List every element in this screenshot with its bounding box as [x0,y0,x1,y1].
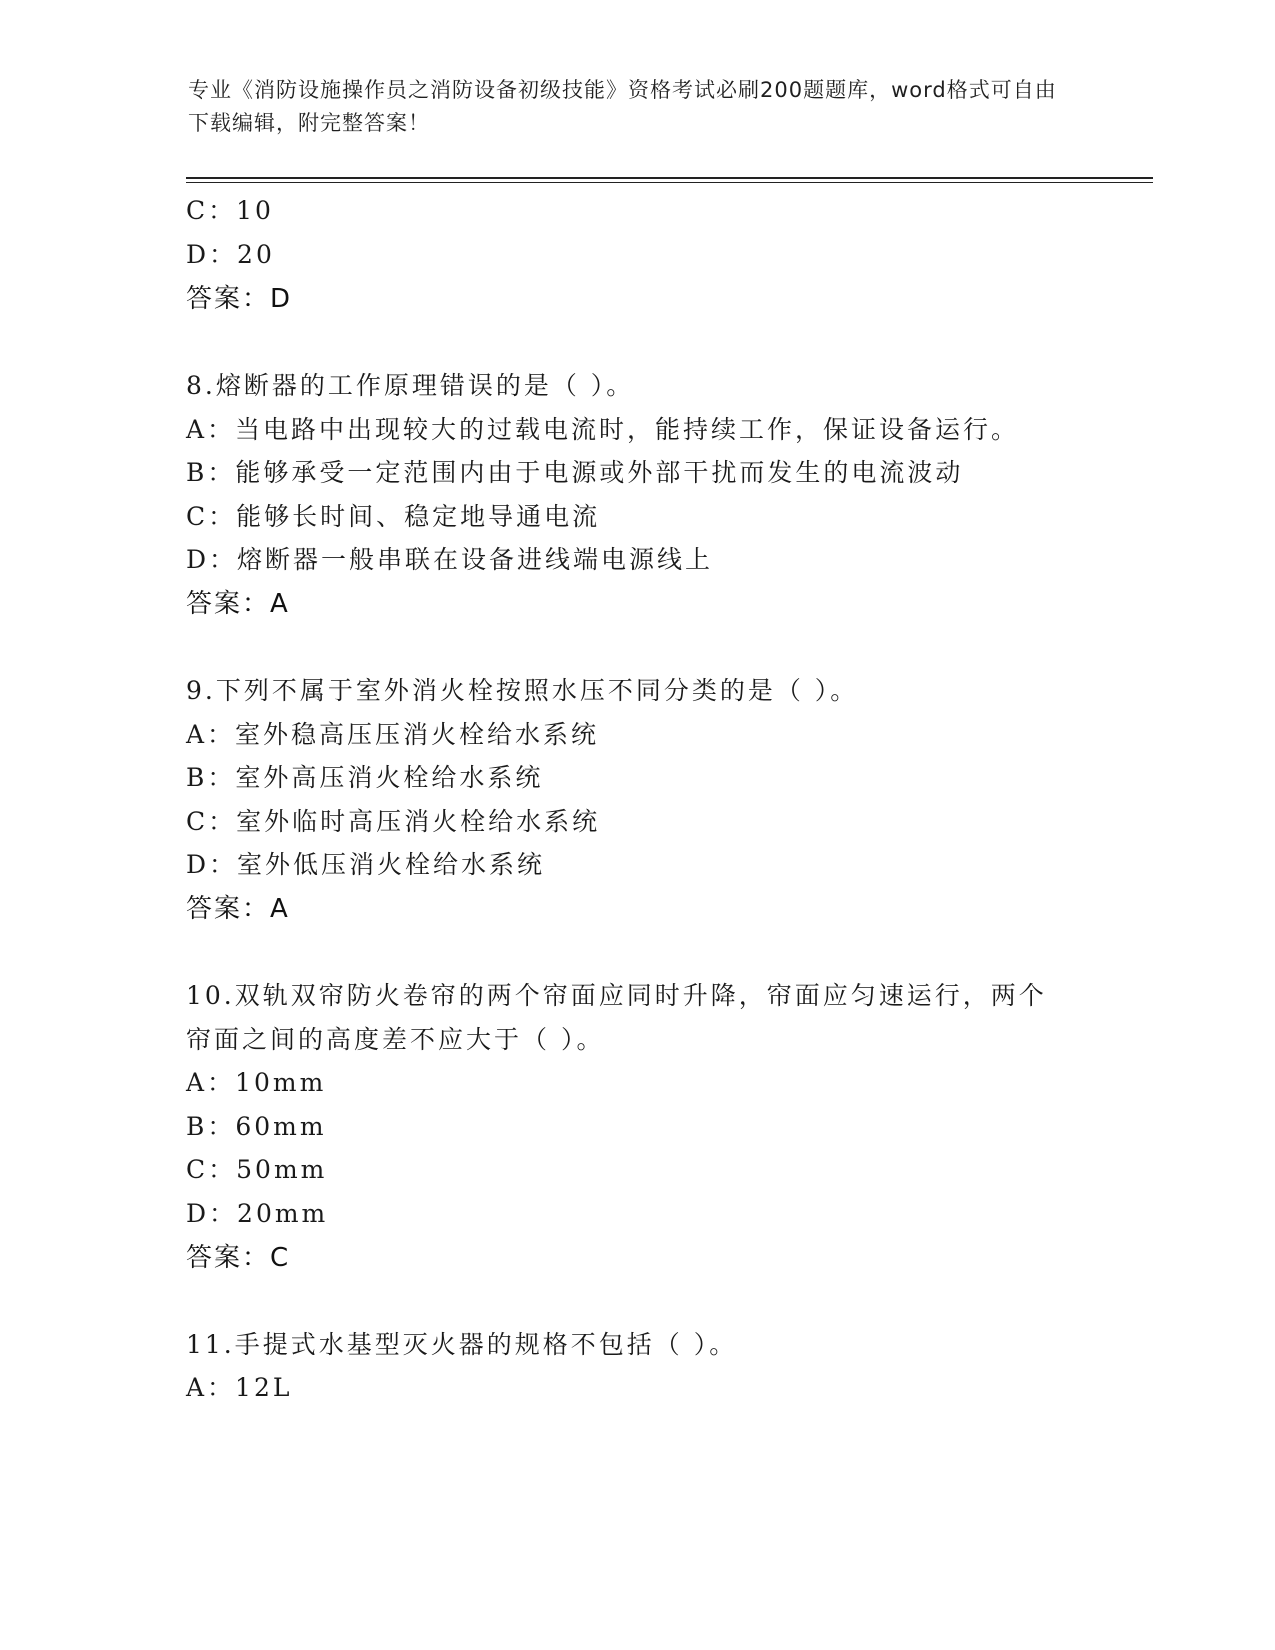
question-9-answer: 答案：A [186,894,290,924]
question-11-option-a: A：12L [186,1373,293,1402]
question-8-stem: 8.熔断器的工作原理错误的是（ ）。 [186,371,635,400]
question-9-option-a: A：室外稳高压压消火栓给水系统 [186,720,600,749]
document-header: 专业《消防设施操作员之消防设备初级技能》资格考试必刷200题题库，word格式可自由下载编辑，附完整答案！ [188,78,1057,135]
question-11-stem: 11.手提式水基型灭火器的规格不包括（ ）。 [186,1330,738,1359]
question-8-option-c: C：能够长时间、稳定地导通电流 [186,502,601,531]
question-9-option-c: C：室外临时高压消火栓给水系统 [186,807,601,836]
question-10-option-a: A：10mm [186,1068,327,1097]
option-d: D：20 [186,240,275,269]
header-divider-thin [186,182,1153,183]
question-8-option-a: A：当电路中出现较大的过载电流时，能持续工作，保证设备运行。 [186,415,1020,444]
header-divider-thick [186,177,1153,179]
question-10-answer: 答案：C [186,1243,291,1273]
option-c: C：10 [186,196,274,225]
question-9-option-d: D：室外低压消火栓给水系统 [186,850,546,879]
question-10-option-d: D：20mm [186,1199,329,1228]
question-8-option-b: B：能够承受一定范围内由于电源或外部干扰而发生的电流波动 [186,458,964,487]
question-10-stem-line-1: 10.双轨双帘防火卷帘的两个帘面应同时升降，帘面应匀速运行，两个 [186,981,1047,1010]
question-10-stem-line-2: 帘面之间的高度差不应大于（ ）。 [186,1025,605,1054]
question-8-answer: 答案：A [186,589,290,619]
question-9-option-b: B：室外高压消火栓给水系统 [186,763,544,792]
answer-line: 答案：D [186,284,293,314]
question-10-option-b: B：60mm [186,1112,327,1141]
question-10-option-c: C：50mm [186,1155,328,1184]
question-9-stem: 9.下列不属于室外消火栓按照水压不同分类的是（ ）。 [186,676,859,705]
question-8-option-d: D：熔断器一般串联在设备进线端电源线上 [186,545,714,574]
